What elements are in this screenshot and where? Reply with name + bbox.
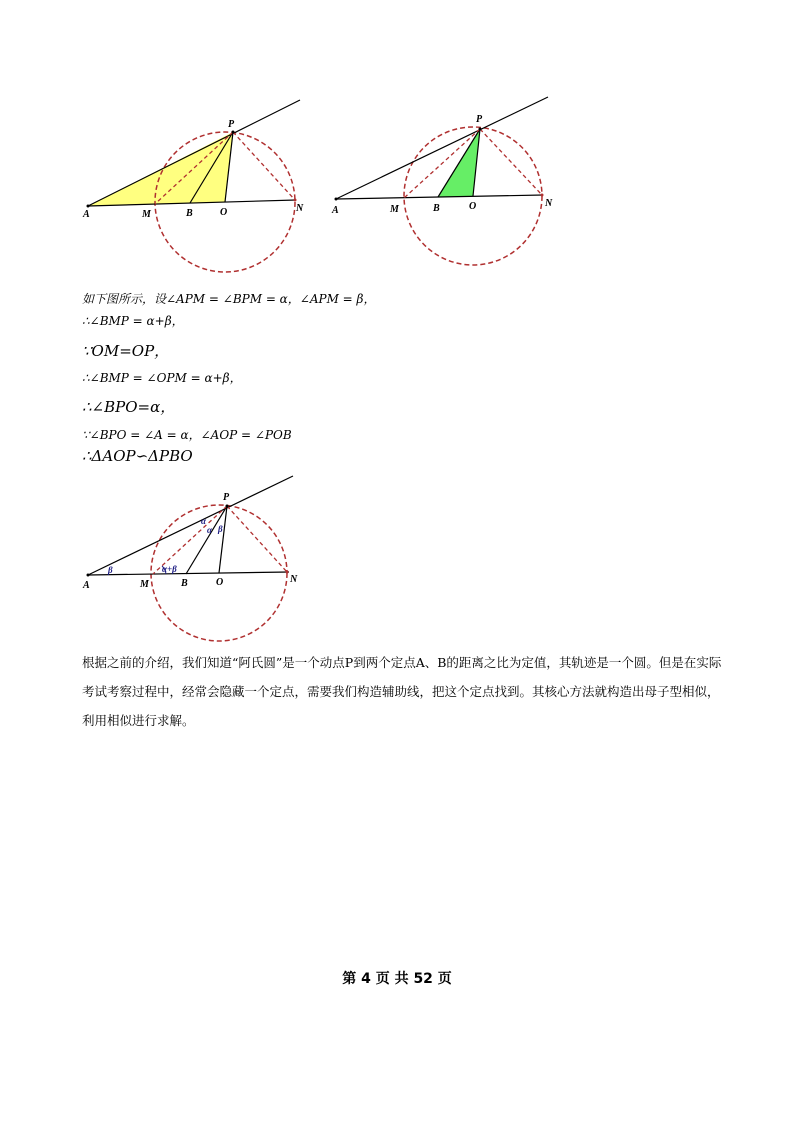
- figure-2-label-p: P: [476, 114, 483, 125]
- page-footer: 第 4 页 共 52 页: [342, 971, 452, 987]
- figure-3-label-n: N: [290, 574, 298, 585]
- explanation-paragraph: 根据之前的介绍，我们知道“阿氏圆”是一个动点P到两个定点A、B的距离之比为定值，其轨迹是一个圆。但是在实际考试考察过程中，经常会隐藏一个定点，需要我们构造辅助线，把这个定点找到。其核心方法就构造出母子型相似，利用相似进行求解。: [82, 655, 722, 728]
- figure-3-label-alpha-lower: α: [207, 525, 212, 535]
- proof-line-1: 如下图所示，设∠APM = ∠BPM = α，∠APM = β，: [82, 292, 376, 306]
- figure-3-label-alpha-beta: α+β: [162, 564, 177, 574]
- figure-1-label-p: P: [228, 119, 235, 130]
- figure-2-label-m: M: [390, 204, 399, 215]
- figure-2-line-ap: [336, 97, 548, 199]
- figure-3: [80, 470, 310, 650]
- figure-1-label-o: O: [220, 207, 228, 218]
- figure-3-label-o: O: [216, 577, 224, 588]
- figure-2-label-a: A: [332, 205, 339, 216]
- figure-3-line-pb: [186, 506, 227, 574]
- figure-3-line-an: [88, 572, 289, 575]
- figure-1-label-b: B: [186, 208, 193, 219]
- proof-line-5: ∴∠BPO=α，: [82, 398, 176, 416]
- figure-3-label-beta-a: β: [108, 565, 113, 575]
- figure-2-label-o: O: [469, 201, 477, 212]
- proof-line-7: ∴ΔAOP∽ΔPBO: [82, 447, 193, 465]
- proof-line-3: ∵OM=OP，: [82, 342, 170, 360]
- proof-line-4: ∴∠BMP = ∠OPM = α+β，: [82, 371, 242, 385]
- proof-line-6: ∵∠BPO = ∠A = α，∠AOP = ∠POB: [82, 428, 292, 442]
- figure-3-label-b: B: [181, 578, 188, 589]
- figure-2-label-n: N: [545, 198, 553, 209]
- figure-3-line-pn: [227, 506, 287, 572]
- figure-3-label-p: P: [223, 492, 230, 503]
- figure-3-line-ap: [88, 476, 293, 575]
- figure-3-label-beta-p: β: [218, 524, 223, 534]
- proof-line-2: ∴∠BMP = α+β，: [82, 314, 184, 328]
- figure-1-label-m: M: [142, 209, 151, 220]
- figure-3-line-po: [219, 506, 227, 573]
- figure-3-label-alpha-upper: α: [201, 516, 206, 526]
- figure-2-line-pn: [480, 129, 542, 195]
- figure-1-label-n: N: [296, 203, 304, 214]
- figure-2-label-b: B: [433, 203, 440, 214]
- figure-1: [80, 95, 310, 280]
- figure-3-label-a: A: [83, 580, 90, 591]
- figure-2: [328, 92, 558, 277]
- figure-3-label-m: M: [140, 579, 149, 590]
- figure-1-label-a: A: [83, 209, 90, 220]
